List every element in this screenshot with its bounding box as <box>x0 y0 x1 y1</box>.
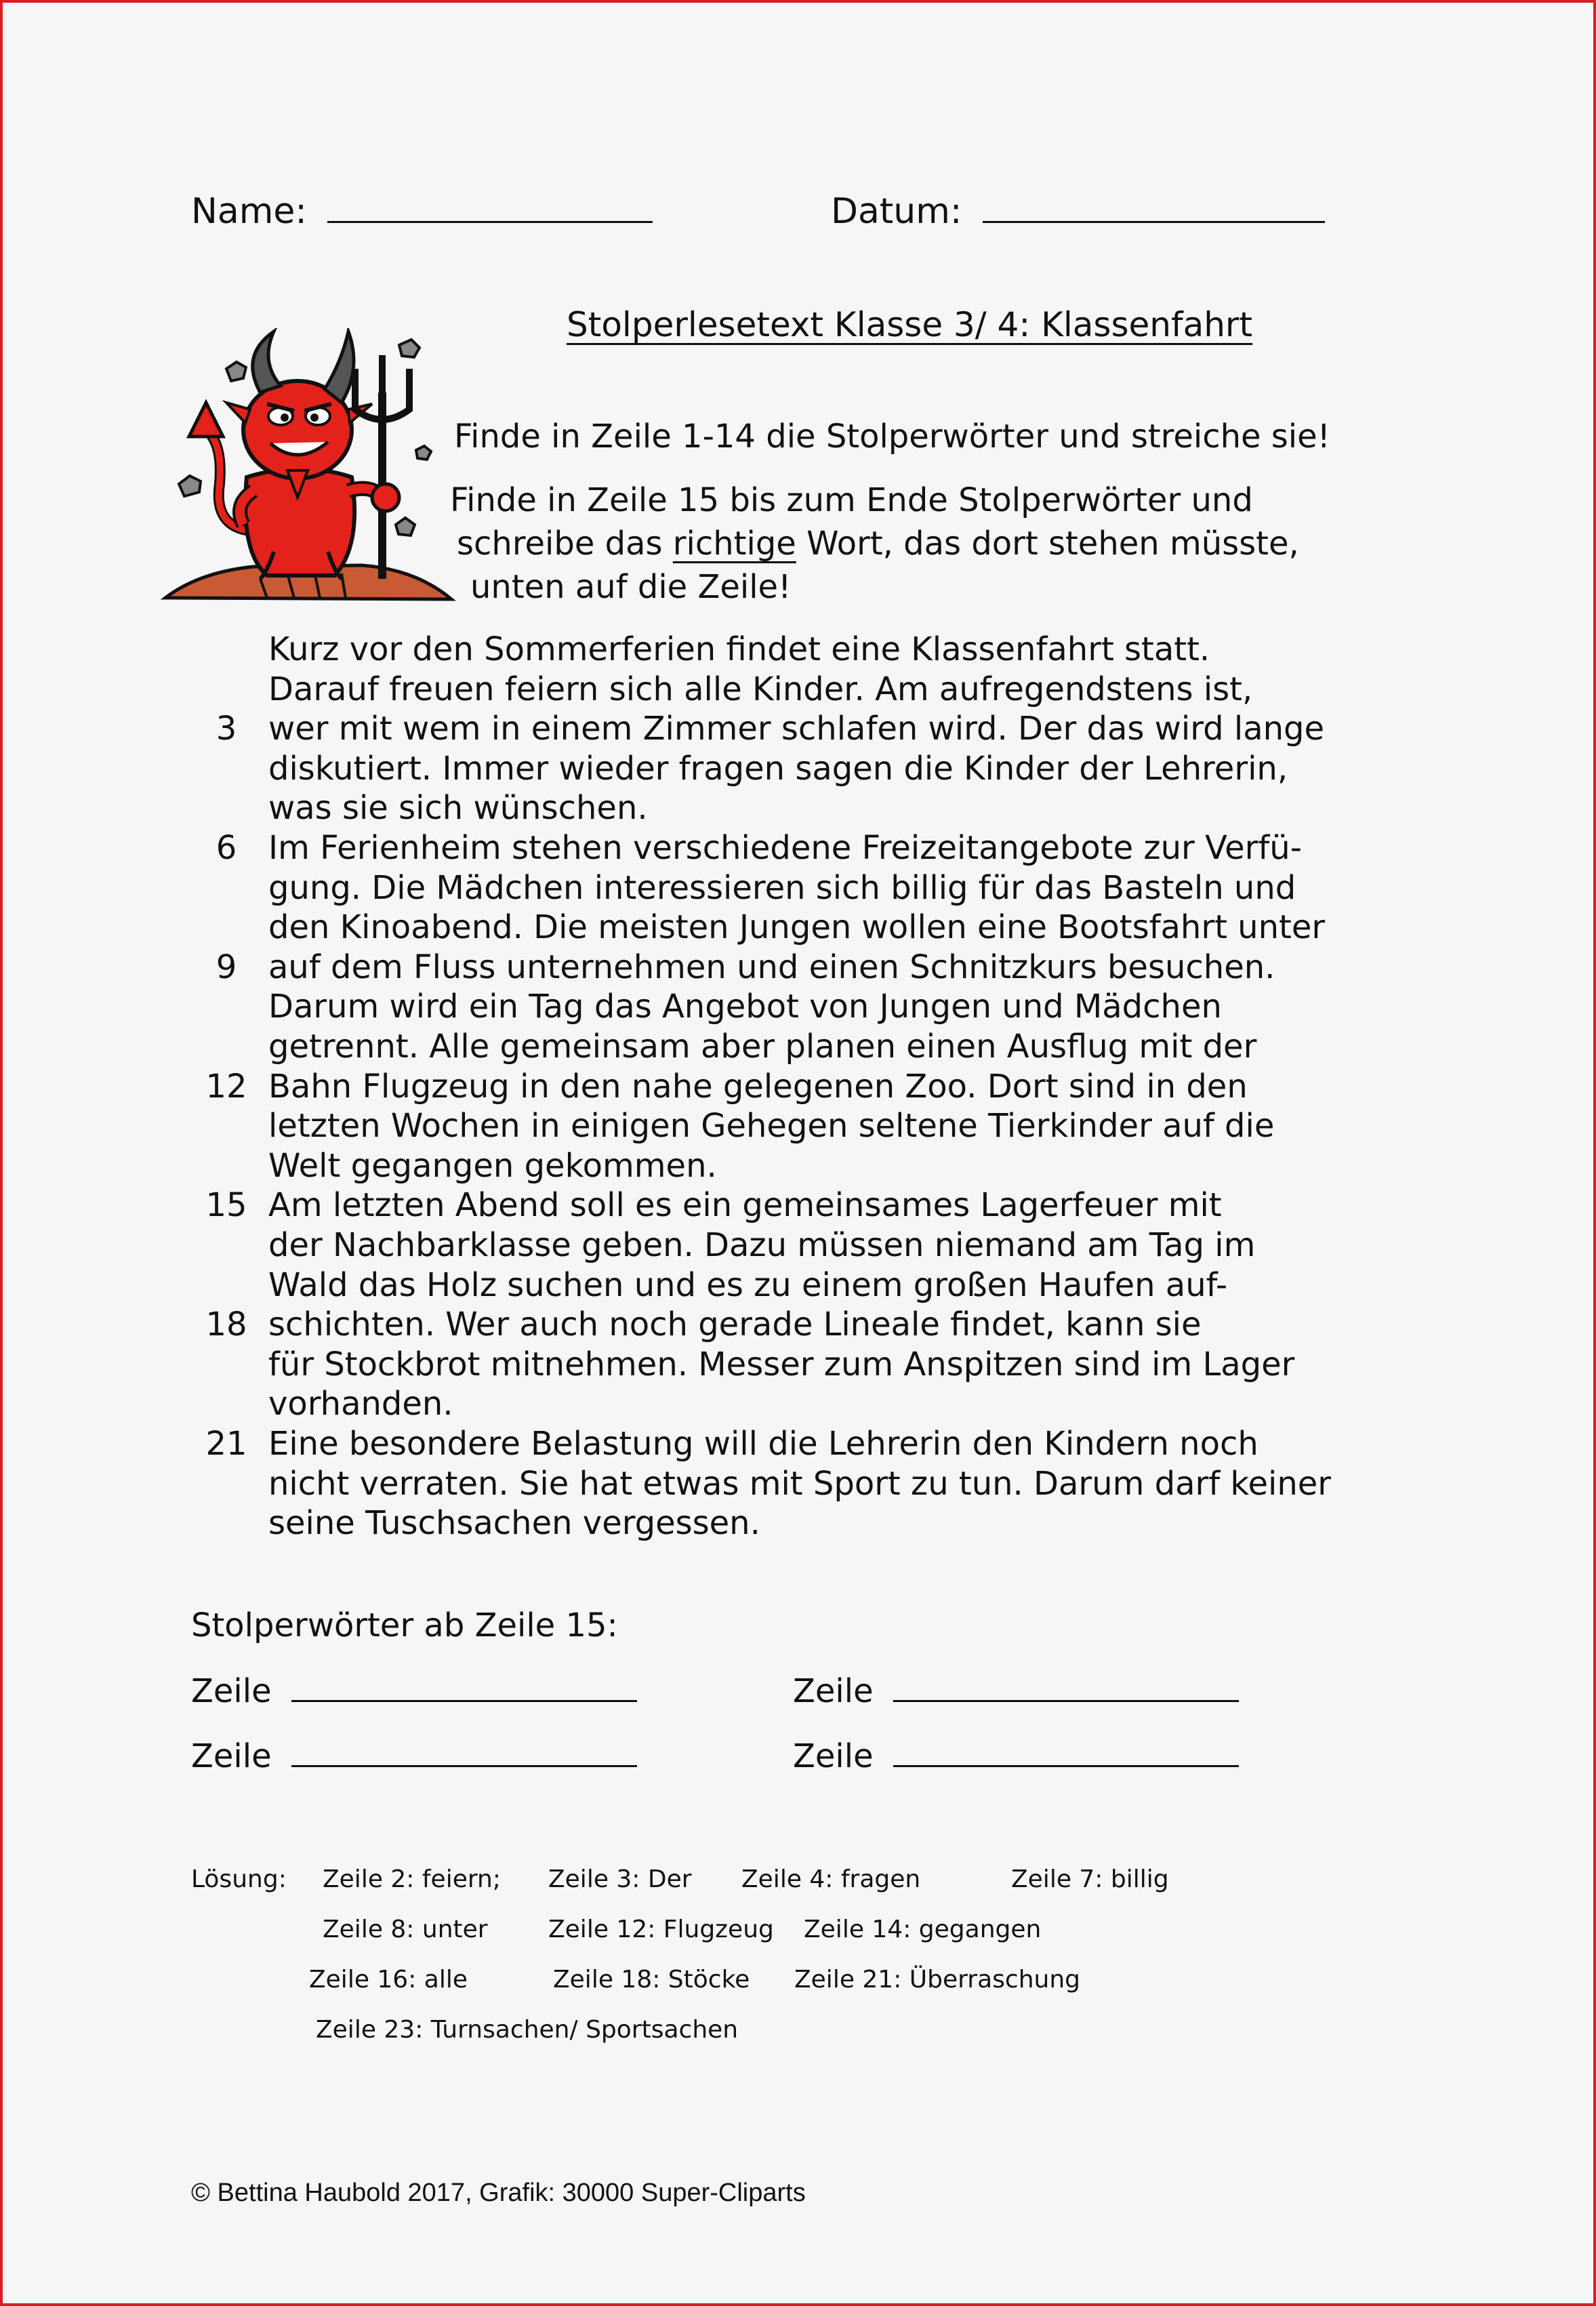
solution-item: Zeile 4: fragen <box>741 1865 921 1893</box>
story-line-text: nicht verraten. Sie hat etwas mit Sport zu tun. Darum darf keiner <box>268 1464 1332 1503</box>
page-title: Stolperlesetext Klasse 3/ 4: Klassenfahrt <box>567 305 1253 344</box>
story-line-text: auf dem Fluss unternehmen und einen Schnitzkurs besuchen. <box>268 948 1275 986</box>
story-line-text: Darauf freuen feiern sich alle Kinder. Am aufregendstens ist, <box>268 670 1253 708</box>
story-line-text: für Stockbrot mitnehmen. Messer zum Anspitzen sind im Lager <box>268 1345 1295 1383</box>
story-line-text: getrennt. Alle gemeinsam aber planen einen Ausflug mit der <box>268 1028 1257 1066</box>
date-blank-line[interactable] <box>983 191 1325 223</box>
solution-item: Zeile 2: feiern; <box>323 1865 501 1893</box>
story-line-text: Darum wird ein Tag das Angebot von Jungen und Mädchen <box>268 988 1222 1026</box>
name-field <box>191 191 653 232</box>
instruction-line-3 <box>457 525 1299 563</box>
answer-field <box>191 1735 637 1775</box>
solution-label: Lösung: <box>191 1865 287 1893</box>
story-line-text: Am letzten Abend soll es ein gemeinsames Lagerfeuer mit <box>268 1186 1222 1225</box>
answer-field <box>191 1670 637 1710</box>
story-line-text: diskutiert. Immer wieder fragen sagen die Kinder der Lehrerin, <box>268 749 1288 788</box>
story-line-text: schichten. Wer auch noch gerade Lineale findet, kann sie <box>268 1306 1202 1344</box>
solution-item: Zeile 21: Überraschung <box>794 1966 1081 1994</box>
answer-field <box>793 1670 1239 1710</box>
answer-heading: Stolperwörter ab Zeile 15: <box>191 1606 618 1644</box>
answer-blank-line[interactable] <box>893 1670 1239 1702</box>
underlined-word: richtige <box>672 525 796 563</box>
story-line-text: Wald das Holz suchen und es zu einem großen Haufen auf- <box>268 1266 1228 1304</box>
instruction-line-3-end: Wort, das dort stehen müsste, <box>796 525 1299 563</box>
story-line-text: was sie sich wünschen. <box>268 789 648 828</box>
story-line-text: Im Ferienheim stehen verschiedene Freizeitangebote zur Verfü- <box>268 829 1303 867</box>
story-text <box>192 630 1412 1552</box>
answer-zeile-label: Zeile <box>191 1672 272 1710</box>
answer-zeile-label: Zeile <box>191 1737 272 1775</box>
solution-item: Zeile 7: billig <box>1011 1865 1169 1893</box>
story-line-text: der Nachbarklasse geben. Dazu müssen niemand am Tag im <box>268 1226 1256 1264</box>
line-number: 12 <box>205 1067 247 1106</box>
instruction-line-3-start: schreibe das <box>457 525 673 563</box>
answer-blank-line[interactable] <box>893 1735 1239 1767</box>
story-line-text: vorhanden. <box>268 1385 453 1423</box>
line-number: 21 <box>205 1425 247 1463</box>
line-number: 3 <box>216 710 237 748</box>
story-line-text: Bahn Flugzeug in den nahe gelegenen Zoo. Dort sind in den <box>268 1067 1248 1106</box>
solution-item: Zeile 16: alle <box>309 1966 468 1994</box>
date-field <box>831 191 1325 232</box>
instruction-line-2: Finde in Zeile 15 bis zum Ende Stolperwörter und <box>450 481 1253 519</box>
story-line-text: gung. Die Mädchen interessieren sich billig für das Basteln und <box>268 868 1296 907</box>
instruction-line-1: Finde in Zeile 1-14 die Stolperwörter und streiche sie! <box>454 418 1330 456</box>
line-number: 18 <box>205 1306 247 1344</box>
solution-item: Zeile 18: Stöcke <box>553 1966 750 1994</box>
solution-item: Zeile 12: Flugzeug <box>548 1916 774 1943</box>
name-label: Name: <box>191 191 307 232</box>
devil-icon <box>159 328 457 613</box>
line-number: 15 <box>205 1186 247 1225</box>
answer-zeile-label: Zeile <box>793 1672 874 1710</box>
line-number: 6 <box>216 829 237 867</box>
name-blank-line[interactable] <box>327 191 653 223</box>
story-line-text: Kurz vor den Sommerferien findet eine Klassenfahrt statt. <box>268 630 1210 668</box>
date-label: Datum: <box>831 191 962 232</box>
story-line-text: seine Tuschsachen vergessen. <box>268 1504 760 1543</box>
answer-field <box>793 1735 1239 1775</box>
line-number: 9 <box>216 948 237 986</box>
devil-illustration <box>159 328 457 613</box>
answer-zeile-label: Zeile <box>793 1737 874 1775</box>
solution-item: Zeile 14: gegangen <box>804 1916 1042 1943</box>
story-line-text: den Kinoabend. Die meisten Jungen wollen eine Bootsfahrt unter <box>268 908 1326 947</box>
story-line-text: letzten Wochen in einigen Gehegen seltene Tierkinder auf die <box>268 1107 1275 1146</box>
solution-item: Zeile 3: Der <box>548 1865 692 1893</box>
solution-item: Zeile 23: Turnsachen/ Sportsachen <box>316 2016 739 2044</box>
story-line-text: Welt gegangen gekommen. <box>268 1146 717 1185</box>
story-line-text: Eine besondere Belastung will die Lehrerin den Kindern noch <box>268 1425 1259 1463</box>
instruction-line-4: unten auf die Zeile! <box>470 568 792 606</box>
answer-blank-line[interactable] <box>291 1670 637 1702</box>
copyright-footer: © Bettina Haubold 2017, Grafik: 30000 Super-Cliparts <box>191 2179 806 2207</box>
answer-blank-line[interactable] <box>291 1735 637 1767</box>
solution-item: Zeile 8: unter <box>323 1916 488 1943</box>
story-line-text: wer mit wem in einem Zimmer schlafen wird. Der das wird lange <box>268 710 1325 748</box>
